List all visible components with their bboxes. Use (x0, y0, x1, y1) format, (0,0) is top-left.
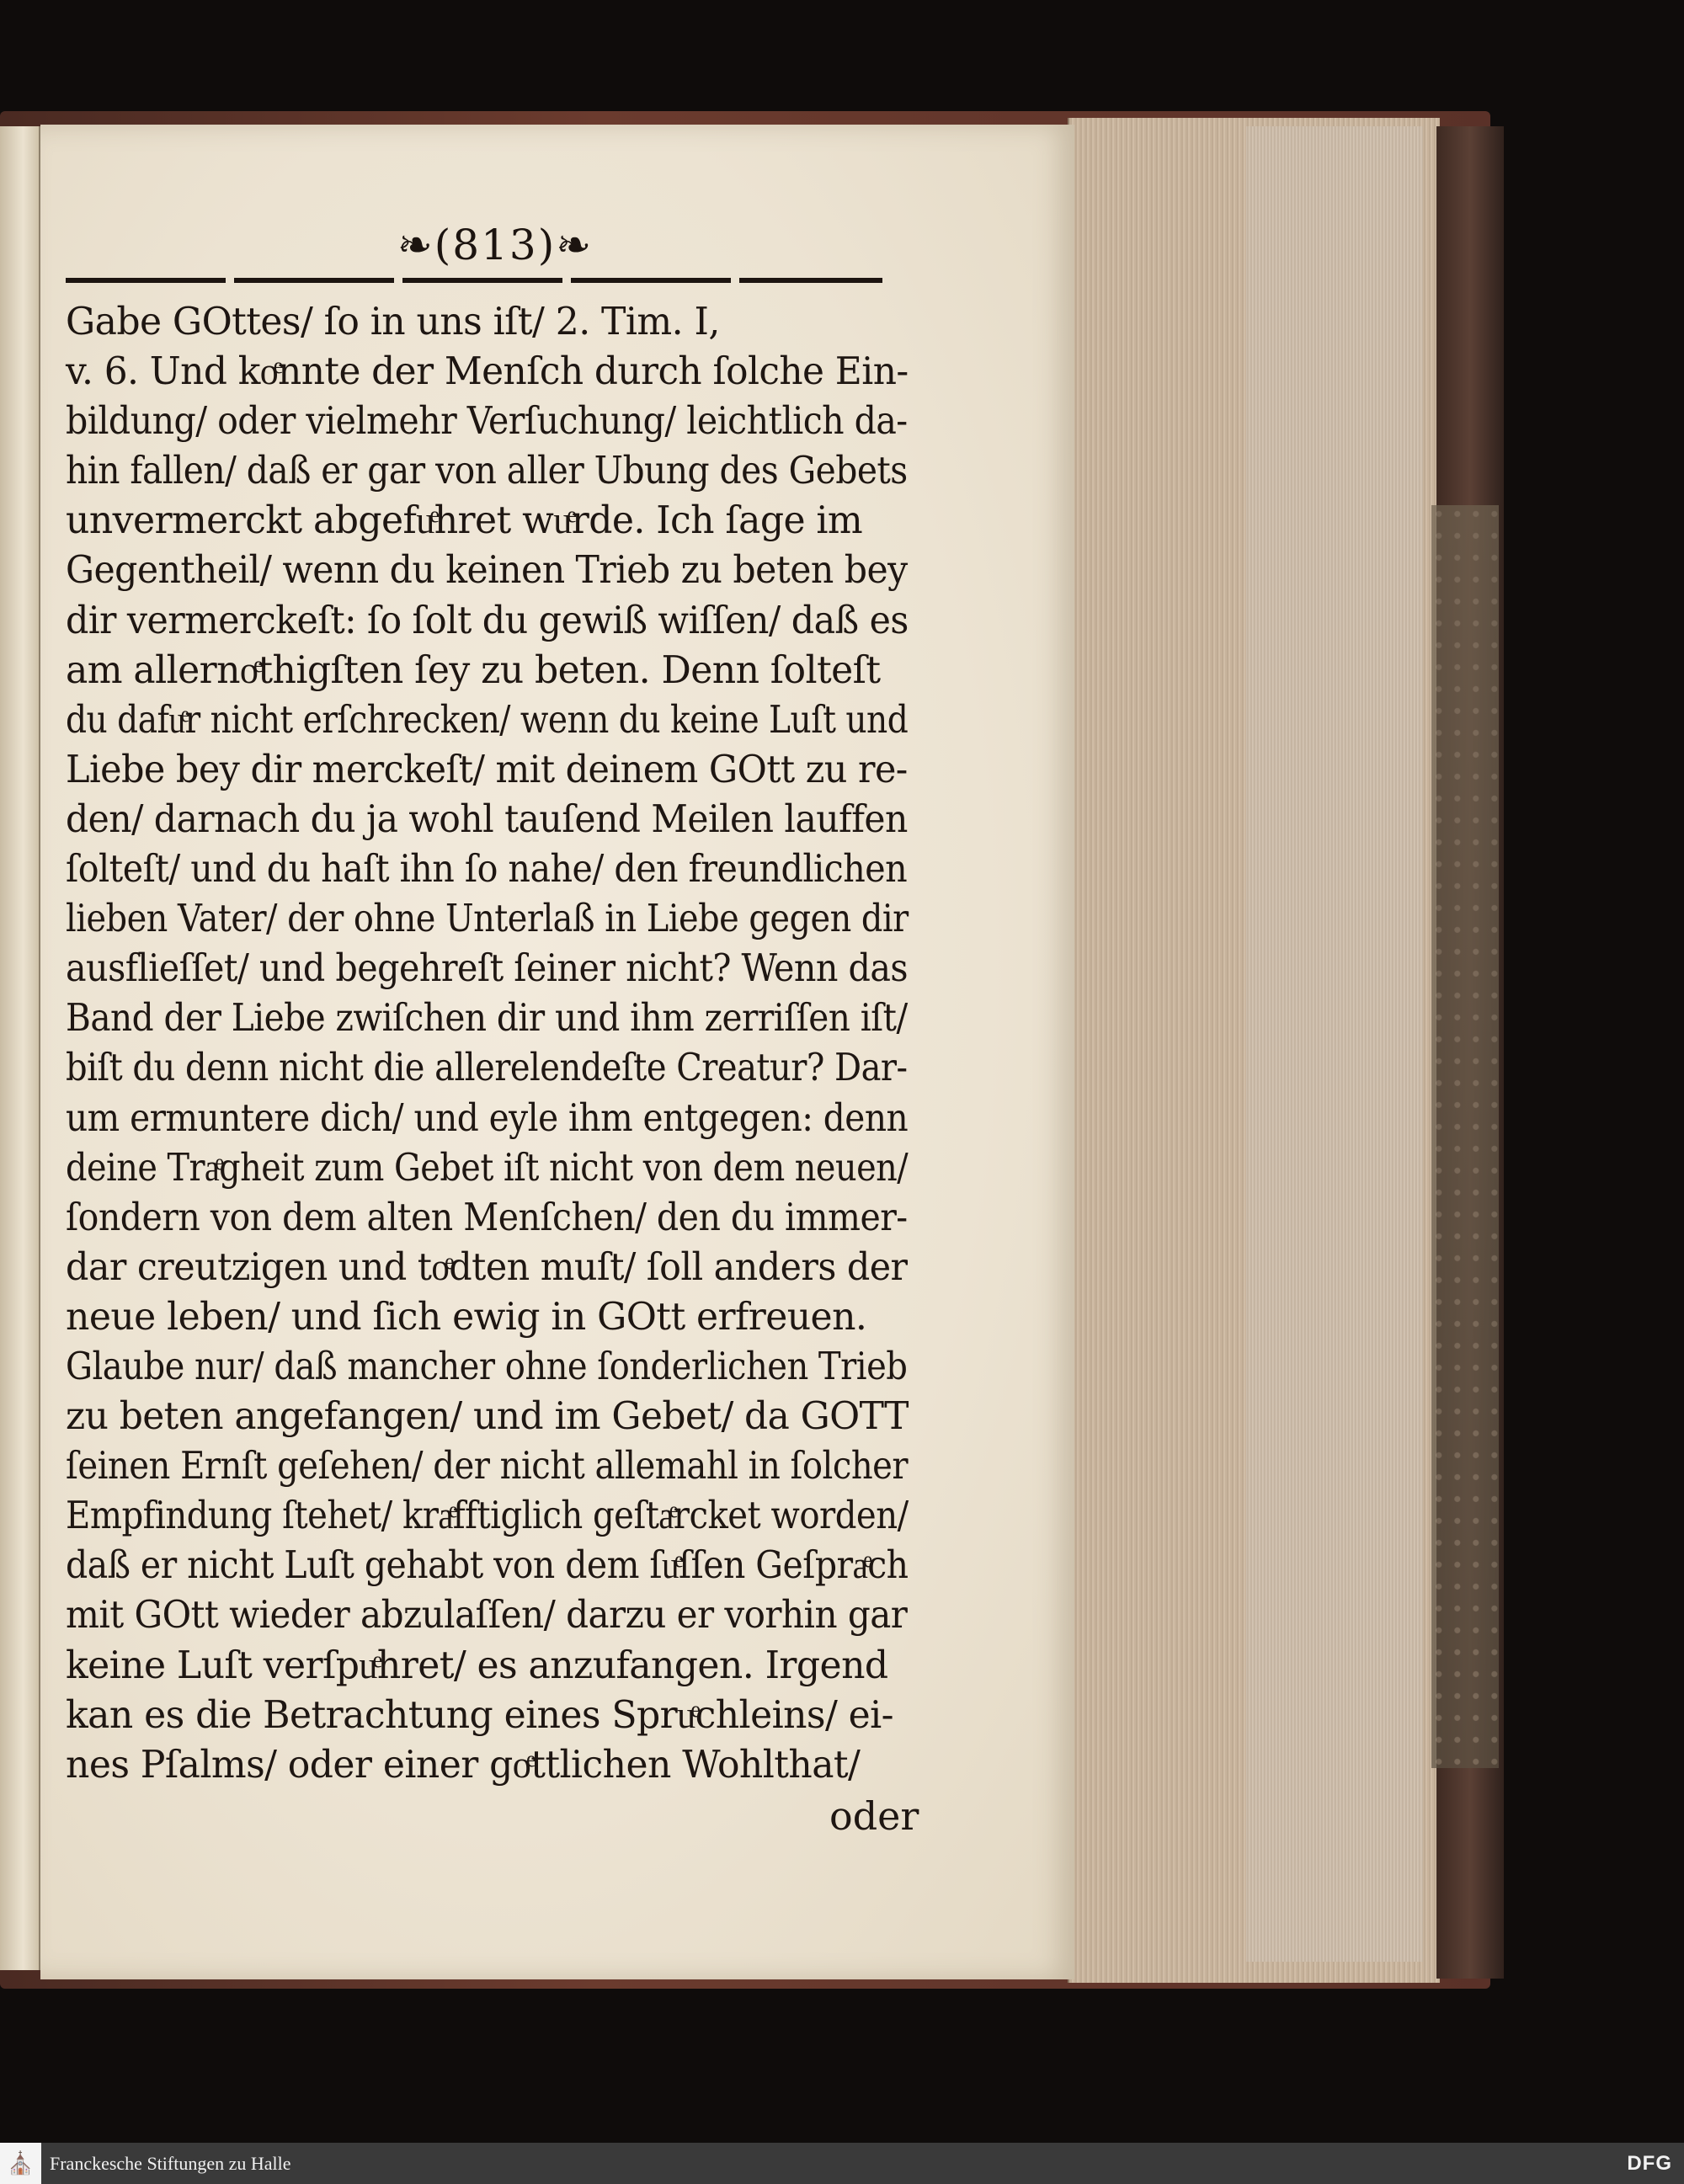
text-line: Gabe GOttes/ ſo in uns iſt/ 2. Tim. I, (66, 299, 720, 344)
text-line: v. 6. Und koͤnnte der Menſch durch ſolche Ein- (66, 349, 909, 394)
text-line: hin fallen/ daß er gar von aller Ubung des Gebets (66, 448, 908, 493)
page-header: ❧(813)❧ (397, 221, 594, 269)
catchword: oder (829, 1793, 919, 1839)
text-line: ſeinen Ernſt geſehen/ der nicht allemahl in ſolcher (66, 1443, 909, 1489)
text-line: biſt du denn nicht die allerelendeſte Creatur? Dar- (66, 1045, 908, 1090)
marbled-board (1431, 505, 1499, 1768)
institution-logo-icon: ⛪ (0, 2143, 41, 2184)
text-line: bildung/ oder vielmehr Verſuchung/ leichtlich da- (66, 398, 908, 444)
text-line: unvermerckt abgefuͤhret wuͤrde. Ich ſage im (66, 498, 863, 543)
text-line: am allernoͤthigſten ſey zu beten. Denn ſolteſt (66, 647, 881, 692)
dfg-logo: DFG (1627, 2151, 1672, 2175)
text-line: dir vermerckeſt: ſo ſolt du gewiß wiſſen/ daß es (66, 597, 909, 642)
viewer-footer (0, 2143, 1684, 2184)
text-line: Empfindung ſtehet/ kraͤfftiglich geſtaͤrcket worden/ (66, 1493, 909, 1538)
text-line: ausflieſſet/ und begehreſt ſeiner nicht? Wenn das (66, 946, 909, 991)
text-line: kan es die Betrachtung eines Spruͤchleins/ ei- (66, 1691, 894, 1737)
text-line: Band der Liebe zwiſchen dir und ihm zerriſſen iſt/ (66, 995, 908, 1041)
text-line: ſondern von dem alten Menſchen/ den du immer- (66, 1194, 908, 1239)
text-line: den/ darnach du ja wohl tauſend Meilen lauffen (66, 796, 908, 841)
text-line: dar creutzigen und toͤdten muſt/ ſoll anders der (66, 1244, 908, 1289)
text-line: deine Traͤgheit zum Gebet iſt nicht von dem neuen/ (66, 1144, 909, 1190)
text-line: Glaube nur/ daß mancher ohne ſonderlichen Trieb (66, 1343, 908, 1388)
institution-name: Franckesche Stiftungen zu Halle (50, 2152, 291, 2174)
text-line: um ermuntere dich/ und eyle ihm entgegen: denn (66, 1095, 909, 1140)
text-block (66, 296, 925, 1789)
page-fore-edge-inner (1246, 126, 1423, 1962)
text-line: du dafuͤr nicht erſchrecken/ wenn du keine Luſt und (66, 696, 909, 742)
text-line: zu beten angefangen/ und im Gebet/ da GOTT (66, 1393, 909, 1439)
text-line: ſolteſt/ und du haſt ihn ſo nahe/ den freundlichen (66, 846, 908, 892)
text-line: mit GOtt wieder abzulaſſen/ darzu er vorhin gar (66, 1592, 908, 1638)
text-line: lieben Vater/ der ohne Unterlaß in Liebe gegen dir (66, 896, 909, 941)
text-line: neue leben/ und ſich ewig in GOtt erfreuen. (66, 1293, 867, 1339)
facing-page-edge (0, 126, 40, 1970)
text-line: nes Pſalms/ oder einer goͤttlichen Wohlthat/ (66, 1741, 861, 1787)
text-line: daß er nicht Luſt gehabt von dem ſuͤſſen Geſpraͤch (66, 1542, 909, 1588)
text-line: keine Luſt verſpuͤhret/ es anzufangen. Irgend (66, 1642, 888, 1687)
footer-left (0, 2143, 291, 2184)
text-line: Gegentheil/ wenn du keinen Trieb zu beten bey (66, 547, 908, 593)
header-rule (66, 278, 882, 283)
text-line: Liebe bey dir merckeſt/ mit deinem GOtt zu re- (66, 746, 908, 791)
